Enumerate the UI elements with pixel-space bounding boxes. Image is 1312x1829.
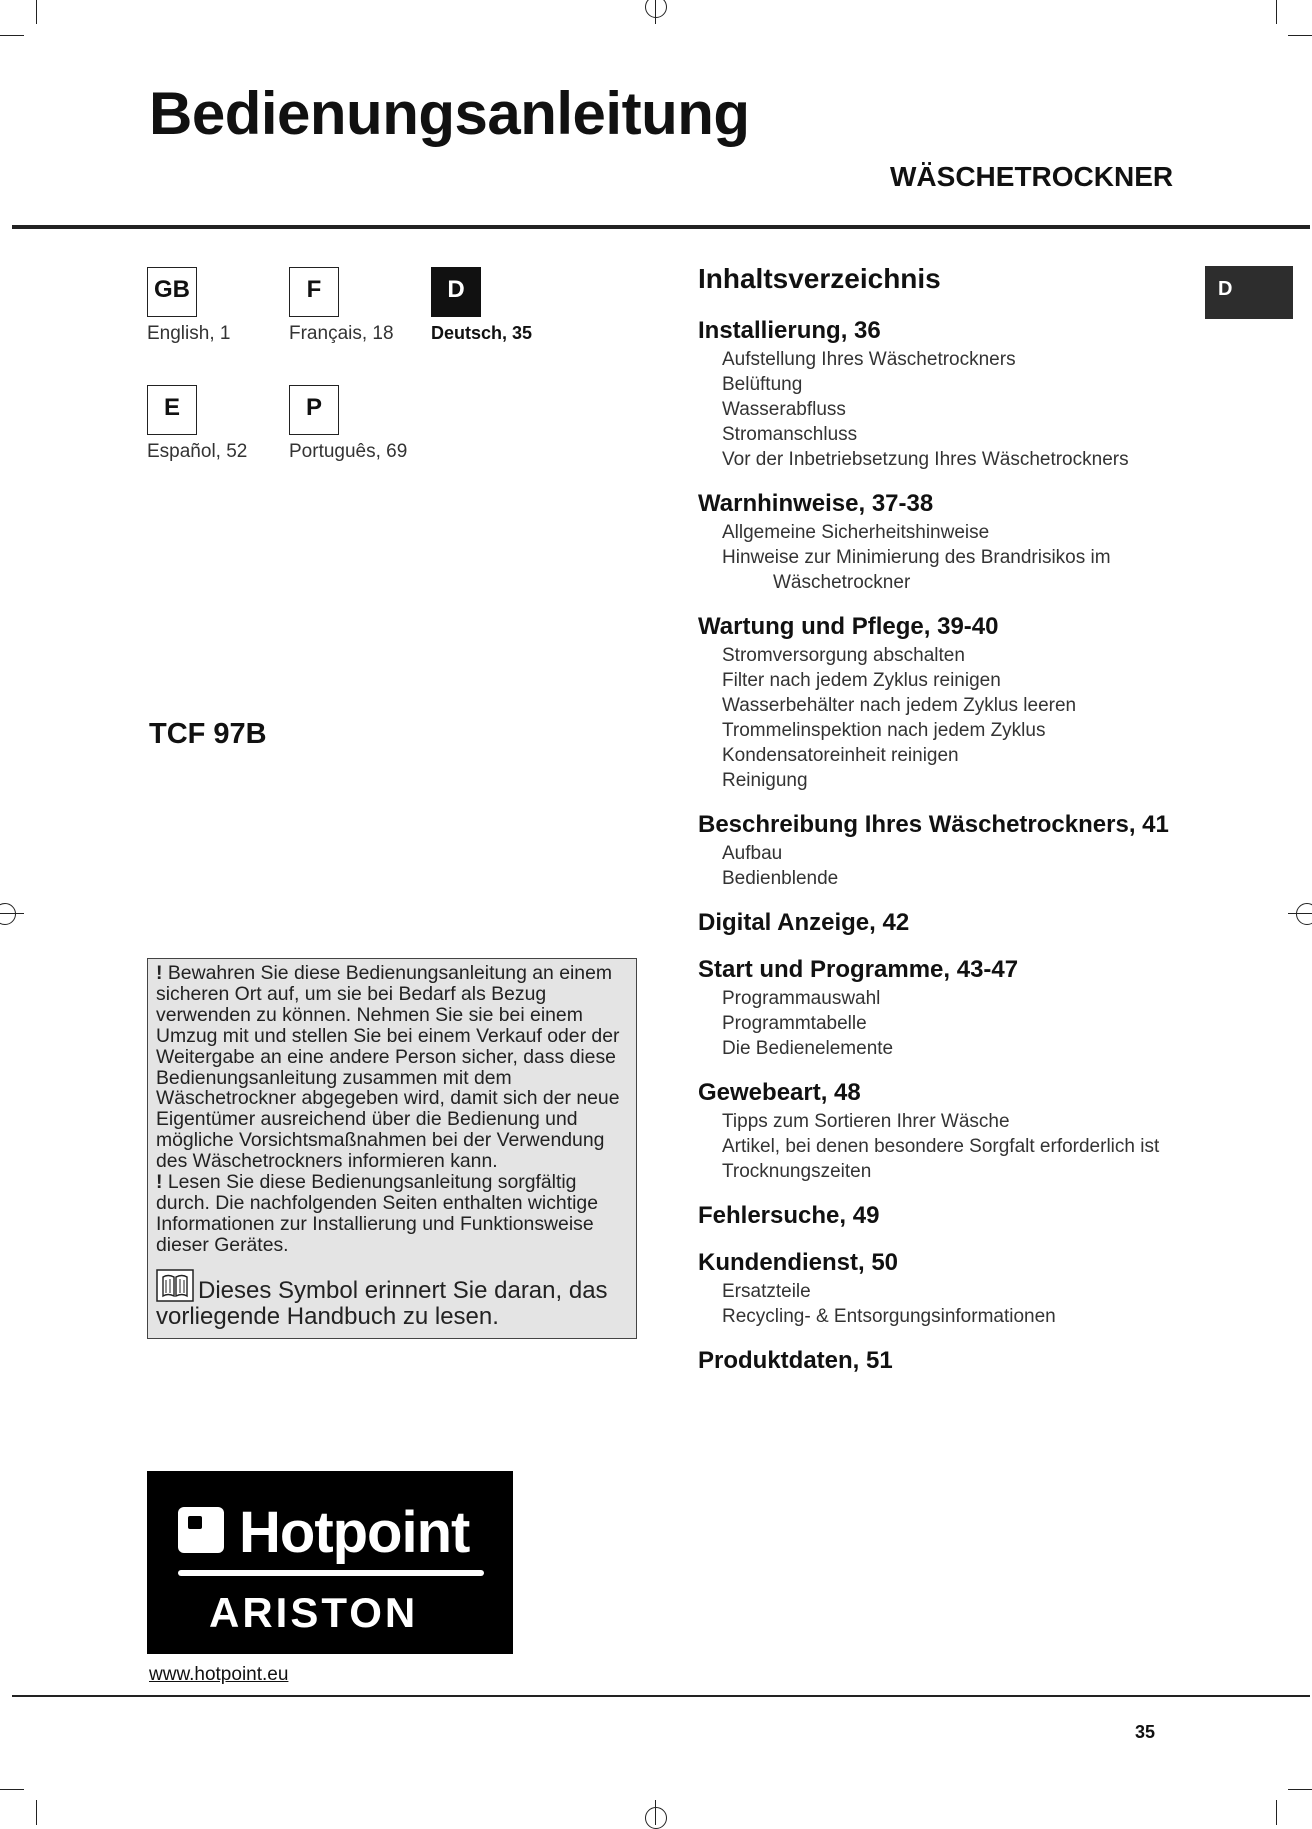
hotpoint-logo-icon	[178, 1507, 224, 1553]
registration-mark	[1288, 913, 1312, 914]
toc-item[interactable]: Tipps zum Sortieren Ihrer Wäsche	[722, 1111, 1010, 1132]
notice-paragraph-2	[156, 1172, 628, 1256]
toc-section-fehlersuche	[698, 1201, 1218, 1231]
toc-item[interactable]: Recycling- & Entsorgungsinformationen	[722, 1306, 1056, 1327]
toc-section-warnhinweise	[698, 489, 1218, 595]
notice-text-2: Lesen Sie diese Bedienungsanleitung sorgfältig durch. Die nachfolgenden Seiten enthalten wichtige Informationen zur Installierung und Funktionsweise dieser Gerätes.	[156, 1171, 598, 1256]
toc-item[interactable]: Vor der Inbetriebsetzung Ihres Wäschetrockners	[722, 449, 1129, 470]
page-subtitle: WÄSCHETROCKNER	[890, 161, 1174, 192]
language-label: Português, 69	[289, 441, 408, 462]
toc-section-title[interactable]: Kundendienst, 50	[698, 1249, 899, 1276]
toc-section-kundendienst	[698, 1248, 1218, 1329]
toc-item[interactable]: Wasserbehälter nach jedem Zyklus leeren	[722, 695, 1077, 716]
toc-section-title[interactable]: Warnhinweise, 37-38	[698, 490, 934, 517]
toc-heading: Inhaltsverzeichnis	[698, 263, 941, 294]
crop-mark	[1276, 1800, 1277, 1825]
toc-item[interactable]: Aufbau	[722, 843, 783, 864]
toc-section-gewebeart	[698, 1078, 1218, 1184]
language-label: Español, 52	[147, 441, 248, 462]
hotpoint-ariston-logo	[147, 1471, 513, 1654]
language-d[interactable]	[431, 267, 631, 344]
warning-icon: !	[156, 962, 163, 984]
website-link[interactable]: www.hotpoint.eu	[149, 1664, 289, 1685]
language-code-box: P	[289, 385, 339, 435]
crop-mark	[1288, 1789, 1312, 1790]
logo-brand: Hotpoint	[239, 1500, 470, 1565]
toc-item[interactable]: Programmauswahl	[722, 988, 881, 1009]
crop-mark	[36, 1800, 37, 1825]
toc-section-title[interactable]: Installierung, 36	[698, 317, 881, 344]
page-title: Bedienungsanleitung	[149, 80, 750, 147]
footer-divider	[12, 1695, 1310, 1697]
toc-item[interactable]: Wasserabfluss	[722, 399, 846, 420]
toc-item[interactable]: Stromversorgung abschalten	[722, 645, 965, 666]
toc-item[interactable]: Allgemeine Sicherheitshinweise	[722, 522, 990, 543]
toc-section-title[interactable]: Digital Anzeige, 42	[698, 909, 910, 936]
toc-section-start	[698, 955, 1218, 1061]
logo-sub: ARISTON	[209, 1589, 419, 1636]
toc-section-produktdaten	[698, 1346, 1218, 1376]
registration-mark	[655, 1800, 656, 1825]
toc-section-title[interactable]: Beschreibung Ihres Wäschetrockners, 41	[698, 811, 1169, 838]
toc-section-wartung	[698, 612, 1218, 793]
crop-mark	[1288, 35, 1312, 36]
logo-divider	[178, 1570, 484, 1576]
toc-item[interactable]: Filter nach jedem Zyklus reinigen	[722, 670, 1001, 691]
crop-mark	[0, 35, 24, 36]
language-code-box: GB	[147, 267, 197, 317]
model-number: TCF 97B	[149, 718, 267, 750]
toc-section-title[interactable]: Wartung und Pflege, 39-40	[698, 613, 999, 640]
crop-mark	[1276, 0, 1277, 24]
toc-item[interactable]: Aufstellung Ihres Wäschetrockners	[722, 349, 1016, 370]
notice-paragraph-1	[156, 963, 628, 1172]
toc-section-title[interactable]: Gewebeart, 48	[698, 1079, 861, 1106]
toc-item[interactable]: Belüftung	[722, 374, 803, 395]
toc-item[interactable]: Ersatzteile	[722, 1281, 811, 1302]
book-icon	[156, 1269, 194, 1302]
language-label: English, 1	[147, 323, 231, 344]
registration-mark	[655, 0, 656, 24]
toc-item[interactable]: Hinweise zur Minimierung des Brandrisikos im	[722, 547, 1111, 568]
toc-item[interactable]: Artikel, bei denen besondere Sorgfalt erforderlich ist	[722, 1136, 1160, 1157]
toc-item[interactable]: Programmtabelle	[722, 1013, 867, 1034]
language-code-box: F	[289, 267, 339, 317]
toc-section-installierung	[698, 316, 1218, 472]
toc-item[interactable]: Bedienblende	[722, 868, 839, 889]
toc-item[interactable]: Trommelinspektion nach jedem Zyklus	[722, 720, 1046, 741]
toc-section-beschreibung	[698, 810, 1218, 891]
toc-item[interactable]: Die Bedienelemente	[722, 1038, 894, 1059]
warning-icon: !	[156, 1171, 163, 1194]
toc-item[interactable]: Trocknungszeiten	[722, 1161, 872, 1182]
crop-mark	[0, 1789, 24, 1790]
toc-item[interactable]: Reinigung	[722, 770, 808, 791]
notice-box	[147, 958, 637, 1339]
registration-mark	[0, 913, 24, 914]
toc-item[interactable]: Kondensatoreinheit reinigen	[722, 745, 959, 766]
toc-section-digital-anzeige	[698, 908, 1218, 938]
page-number: 35	[1135, 1722, 1156, 1742]
notice-symbol-line	[156, 1269, 628, 1330]
language-label-active: Deutsch, 35	[431, 323, 533, 343]
toc-item[interactable]: Stromanschluss	[722, 424, 858, 445]
header-divider	[12, 225, 1310, 229]
notice-symbol-text: Dieses Symbol erinnert Sie daran, das vorliegende Handbuch zu lesen.	[156, 1276, 608, 1330]
notice-text-1: Bewahren Sie diese Bedienungsanleitung an einem sicheren Ort auf, um sie bei Bedarf als Bezug verwenden zu können. Nehmen Sie sie bei einem Umzug mit und stellen Sie bei einem Verkauf oder der Weitergabe an eine andere Person sicher, dass diese Bedienungsanleitung zusammen mit dem Wäschetrockner abgegeben wird, damit sich der neue Eigentümer ausreichend über die Bedienung und mögliche Vorsichtsmaßnahmen bei der Verwendung des Wäschetrockners informieren kann.	[156, 962, 620, 1173]
toc-section-title[interactable]: Produktdaten, 51	[698, 1347, 893, 1374]
language-label: Français, 18	[289, 323, 394, 344]
language-code-box: E	[147, 385, 197, 435]
table-of-contents	[698, 262, 1218, 1393]
language-code-box-active: D	[431, 267, 481, 317]
toc-section-title[interactable]: Fehlersuche, 49	[698, 1202, 880, 1229]
toc-section-title[interactable]: Start und Programme, 43-47	[698, 956, 1019, 983]
language-side-tab: D	[1205, 266, 1293, 319]
crop-mark	[36, 0, 37, 24]
toc-item-continuation[interactable]: Wäschetrockner	[773, 572, 911, 593]
language-p[interactable]	[289, 385, 489, 463]
